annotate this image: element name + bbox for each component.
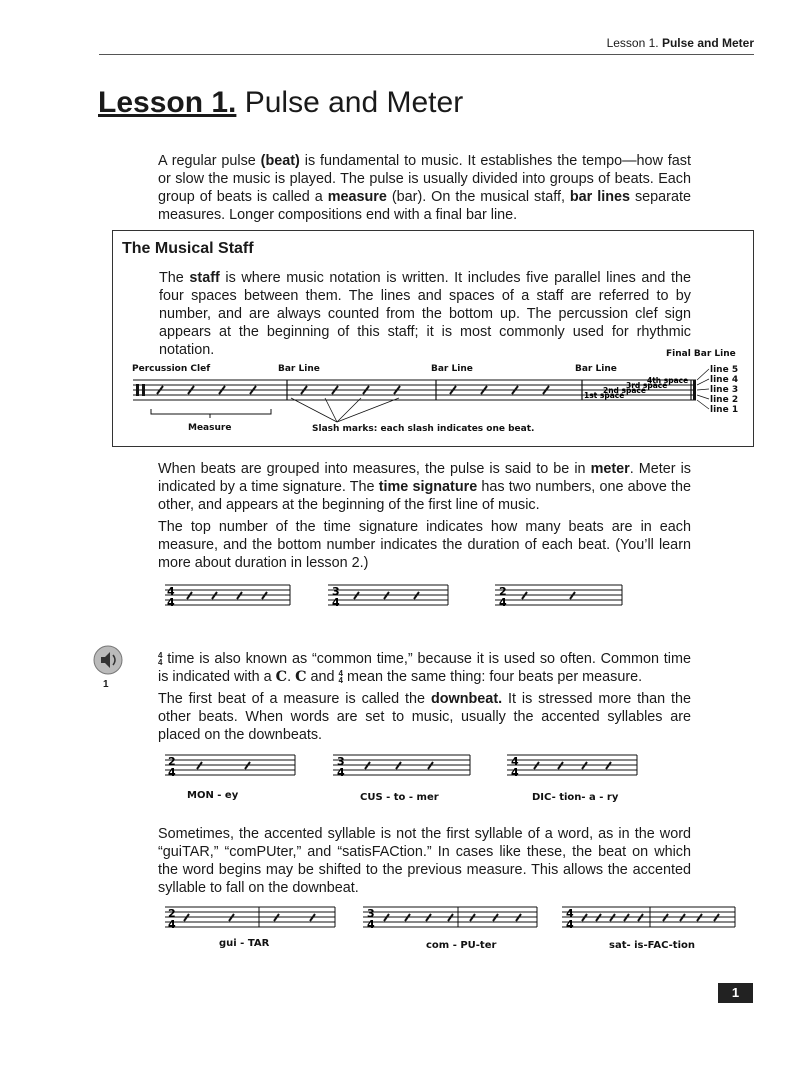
term-meter: meter — [590, 461, 630, 477]
staff-diagram — [113, 346, 753, 446]
downbeat-text-2: It is stressed more than the other beats. When words are set to music, usually the accented syllables are placed on the downbeats. — [158, 691, 691, 743]
label-space-3: 3rd space — [626, 381, 668, 390]
ts-3-bottom: 4 — [499, 596, 507, 609]
label-slash-marks: Slash marks: each slash indicates one beat. — [312, 424, 535, 434]
se-2-top: 3 — [367, 907, 375, 920]
label-final-bar-line: Final Bar Line — [666, 349, 736, 359]
fraction-top-b: 4 — [338, 669, 343, 679]
downbeat-paragraph — [158, 690, 691, 744]
fraction-bottom-b: 4 — [338, 676, 343, 686]
meter-paragraph — [158, 460, 691, 514]
label-line-3: line 3 — [710, 385, 739, 395]
page-title — [98, 86, 463, 120]
term-bar-lines: bar lines — [569, 189, 631, 205]
common-text-3: and — [306, 669, 339, 685]
audio-track-number: 1 — [103, 679, 109, 690]
slash-pointers — [291, 398, 399, 422]
title-number: Lesson 1. — [98, 86, 237, 119]
audio-speaker-icon[interactable] — [93, 644, 123, 676]
ts-2-bottom: 4 — [332, 596, 340, 609]
we-3-lyrics: DIC- tion- a - ry — [532, 792, 619, 803]
we-1-lyrics: MON - ey — [187, 790, 239, 801]
se-1-bottom: 4 — [168, 918, 176, 931]
ts-staff-3 — [495, 585, 622, 605]
term-staff: staff — [189, 270, 220, 286]
word-examples — [160, 750, 680, 810]
downbeat-text-1: The first beat of a measure is called the — [158, 691, 431, 707]
label-line-2: line 2 — [710, 395, 739, 405]
line-pointers — [697, 369, 709, 409]
se-3-lyrics: sat- is-FAC-tion — [609, 940, 695, 951]
label-line-5: line 5 — [710, 365, 739, 375]
fraction-top: 4 — [158, 651, 163, 661]
label-bar-line-3: Bar Line — [575, 364, 617, 374]
se-1-top: 2 — [168, 907, 176, 920]
we-1-bottom: 4 — [168, 766, 176, 779]
staff-text-1: The — [159, 270, 190, 286]
final-bar-line — [693, 380, 696, 400]
meter-text-2: . Meter is indicated by a time signature. The — [158, 461, 691, 495]
se-3-top: 4 — [566, 907, 574, 920]
fraction-bottom: 4 — [158, 658, 163, 668]
header-topic: Pulse and Meter — [661, 36, 754, 50]
musical-staff-box — [112, 230, 754, 447]
label-measure: Measure — [188, 423, 232, 433]
ts-staff-1 — [165, 585, 290, 605]
se-3-bottom: 4 — [566, 918, 574, 931]
measure-bracket — [151, 409, 271, 418]
ts-1-bottom: 4 — [167, 596, 175, 609]
ts-3-top: 2 — [499, 585, 507, 598]
staff-text-2: is where music notation is written. It includes five parallel lines and the four spaces between them. The lines and spaces of a staff are referred to by number, and are always counted from the bottom up. The percussion clef sign appears at the beginning of this staff; it is most commonly used for rhythmic notation. — [159, 270, 692, 358]
top-number-paragraph: The top number of the time signature indicates how many beats are in each measure, and the bottom number indicates the duration of each beat. (You’ll learn more about duration in lesson 2.) — [158, 519, 691, 571]
intro-text-2: is fundamental to music. It establishes the tempo—how fast or slow the music is played. The pulse is usually divided into groups of beats. Each group of beats is called a — [158, 153, 691, 205]
label-percussion-clef: Percussion Clef — [132, 364, 211, 374]
header-lesson: Lesson 1. — [606, 36, 659, 50]
meter-text-1: When beats are grouped into measures, the pulse is said to be in — [158, 461, 591, 477]
ts-2-top: 3 — [332, 585, 340, 598]
label-space-2: 2nd space — [603, 386, 646, 395]
page-number: 1 — [718, 983, 753, 1003]
we-3-top: 4 — [511, 755, 519, 768]
we-3-bottom: 4 — [511, 766, 519, 779]
label-bar-line-1: Bar Line — [278, 364, 320, 374]
box-title: The Musical Staff — [122, 240, 254, 257]
common-time-paragraph — [158, 650, 691, 686]
label-line-4: line 4 — [710, 375, 739, 385]
we-2-lyrics: CUS - to - mer — [360, 792, 439, 803]
we-2-bottom: 4 — [337, 766, 345, 779]
label-space-1: 1st space — [584, 391, 625, 400]
we-1-top: 2 — [168, 755, 176, 768]
term-time-signature: time signature — [378, 479, 478, 495]
common-text-1: time is also known as “common time,” because it is used so often. Common time is indicated with a — [158, 651, 691, 685]
intro-text-4: separate measures. Longer compositions end with a final bar line. — [158, 189, 691, 223]
running-header — [99, 36, 754, 55]
shift-examples — [160, 902, 750, 952]
intro-text-1: A regular pulse — [158, 153, 261, 169]
intro-paragraph — [158, 152, 691, 224]
common-text-4: mean the same thing: four beats per measure. — [343, 669, 643, 685]
common-time-symbol-2: C — [295, 668, 307, 685]
se-2-bottom: 4 — [367, 918, 375, 931]
time-signature-examples — [160, 582, 660, 622]
label-line-1: line 1 — [710, 405, 739, 415]
ts-1-top: 4 — [167, 585, 175, 598]
shift-paragraph: Sometimes, the accented syllable is not the first syllable of a word, as in the word “guiTAR,” “comPUter,” and “satisFACtion.” In cases like these, the beat on which the word begins may be shifted to the previous measure. This allows the accented syllable to fall on the downbeat. — [158, 826, 691, 896]
meter-text-3: has two numbers, one above the other, and appears at the beginning of the first line of music. — [158, 479, 692, 513]
label-bar-line-2: Bar Line — [431, 364, 473, 374]
label-space-4: 4th space — [647, 376, 689, 385]
term-beat: (beat) — [260, 153, 300, 169]
se-2-lyrics: com - PU-ter — [426, 940, 497, 951]
se-1-lyrics: gui - TAR — [219, 938, 270, 949]
term-downbeat: downbeat. — [430, 691, 503, 707]
title-text: Pulse and Meter — [244, 86, 464, 119]
we-2-top: 3 — [337, 755, 345, 768]
intro-text-3: (bar). On the musical staff, — [386, 189, 570, 205]
common-time-symbol: C — [275, 668, 288, 685]
term-measure: measure — [327, 189, 387, 205]
common-text-2: . — [287, 669, 296, 685]
